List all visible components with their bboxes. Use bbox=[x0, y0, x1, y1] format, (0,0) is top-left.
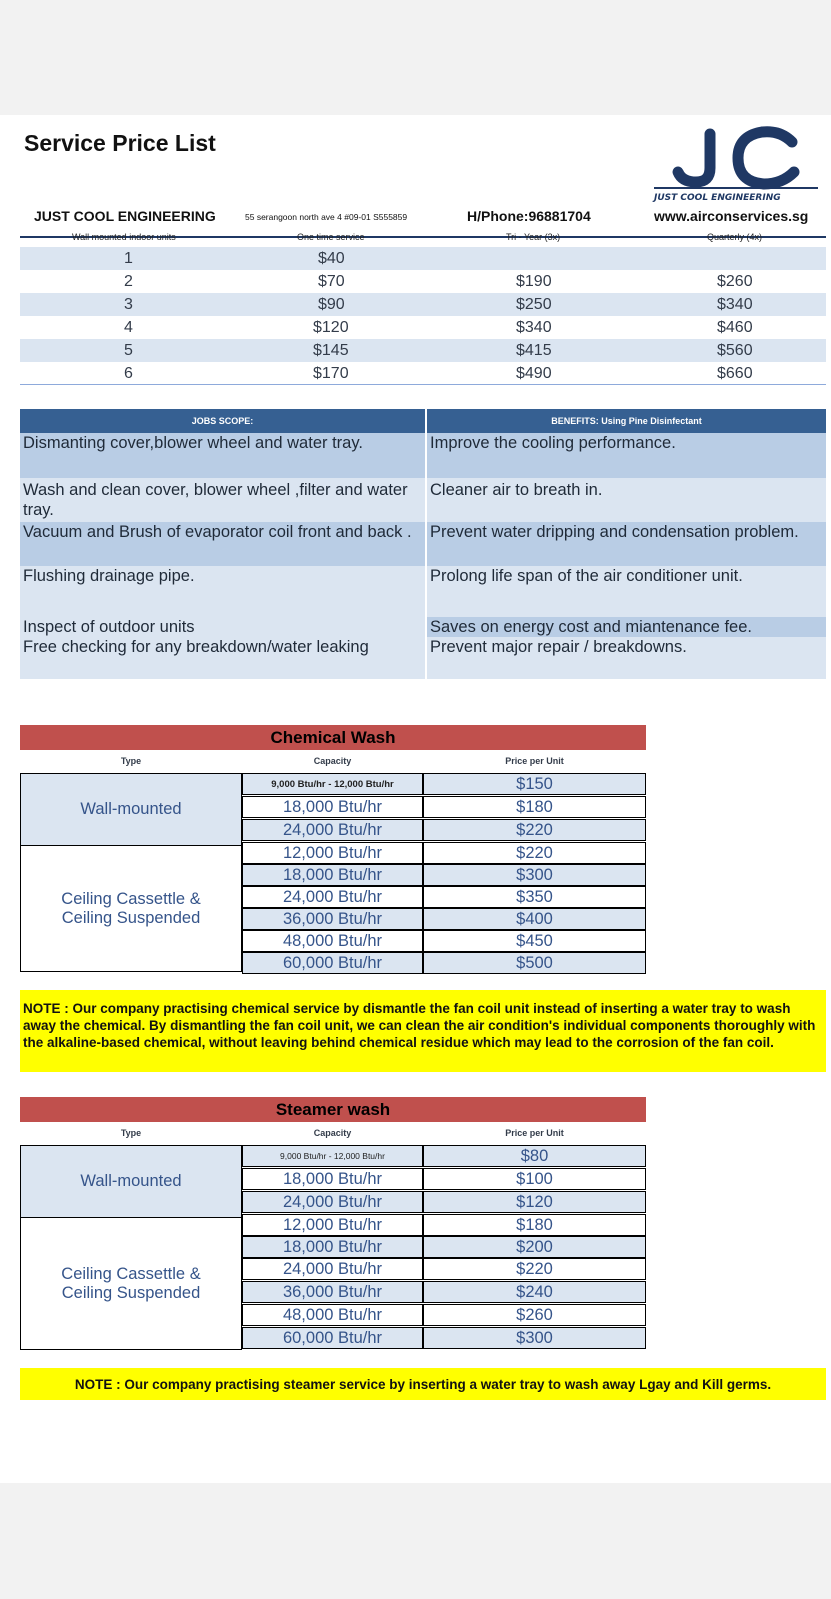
price-cell: $450 bbox=[423, 930, 646, 952]
ceiling-label-line2: Ceiling Suspended bbox=[61, 1283, 201, 1302]
price-list-page bbox=[0, 115, 831, 1483]
units-cell: 2 bbox=[124, 273, 133, 290]
steamer-wash-title: Steamer wash bbox=[20, 1097, 646, 1122]
company-name: JUST COOL ENGINEERING bbox=[34, 208, 216, 224]
quarterly-cell: $340 bbox=[717, 296, 753, 313]
one-time-cell: $145 bbox=[313, 342, 349, 359]
capacity-cell: 48,000 Btu/hr bbox=[242, 1304, 423, 1326]
units-cell: 5 bbox=[124, 342, 133, 359]
job-item: Vacuum and Brush of evaporator coil front and back . bbox=[20, 522, 425, 566]
one-time-cell: $70 bbox=[318, 273, 345, 290]
capacity-cell: 24,000 Btu/hr bbox=[242, 886, 423, 908]
price-cell: $400 bbox=[423, 908, 646, 930]
price-cell: $500 bbox=[423, 952, 646, 974]
table-row bbox=[20, 247, 826, 270]
col-header-tri-year: Tri - Year (3x) bbox=[506, 232, 561, 242]
quarterly-cell: $560 bbox=[717, 342, 753, 359]
benefits-header: BENEFITS: Using Pine Disinfectant bbox=[427, 409, 826, 433]
chemical-col-price: Price per Unit bbox=[505, 756, 564, 766]
capacity-cell: 18,000 Btu/hr bbox=[242, 796, 423, 818]
quarterly-cell: $660 bbox=[717, 365, 753, 382]
units-cell: 1 bbox=[124, 250, 133, 267]
benefit-item: Prevent water dripping and condensation problem. bbox=[427, 522, 826, 566]
capacity-cell: 48,000 Btu/hr bbox=[242, 930, 423, 952]
price-cell: $350 bbox=[423, 886, 646, 908]
capacity-cell: 24,000 Btu/hr bbox=[242, 819, 423, 841]
col-header-units: Wall mounted indoor units bbox=[72, 232, 176, 242]
company-phone: H/Phone:96881704 bbox=[467, 208, 591, 224]
one-time-cell: $40 bbox=[318, 250, 345, 267]
benefit-item: Prolong life span of the air conditioner unit. bbox=[427, 566, 826, 617]
benefit-item: Improve the cooling performance. bbox=[427, 433, 826, 478]
capacity-cell: 60,000 Btu/hr bbox=[242, 952, 423, 974]
chemical-note: NOTE : Our company practising chemical service by dismantle the fan coil unit instead of inserting a water tray to wash away the chemical. By dismantling the fan coil unit, we can clean the air condition's individual components thoroughly with the alkaline-based chemical, without leaving behind chemical residue which may lead to the corrosion of the fan coil. bbox=[20, 990, 826, 1072]
capacity-cell: 18,000 Btu/hr bbox=[242, 1168, 423, 1190]
tri-year-cell: $190 bbox=[516, 273, 552, 290]
quarterly-cell: $460 bbox=[717, 319, 753, 336]
capacity-cell: 12,000 Btu/hr bbox=[242, 842, 423, 864]
company-logo bbox=[652, 122, 820, 202]
chemical-wash-title: Chemical Wash bbox=[20, 725, 646, 750]
ceiling-label-line1: Ceiling Cassettle & bbox=[61, 1264, 201, 1283]
jobs-scope-header: JOBS SCOPE: bbox=[20, 409, 425, 433]
table-row bbox=[20, 362, 826, 385]
one-time-cell: $170 bbox=[313, 365, 349, 382]
ceiling-label-line2: Ceiling Suspended bbox=[61, 908, 201, 927]
price-cell: $220 bbox=[423, 819, 646, 841]
col-header-one-time: One time service bbox=[297, 232, 365, 242]
price-cell: $200 bbox=[423, 1236, 646, 1258]
logo-tagline: JUST COOL ENGINEERING bbox=[654, 193, 781, 202]
capacity-cell: 24,000 Btu/hr bbox=[242, 1191, 423, 1213]
job-item: Dismanting cover,blower wheel and water tray. bbox=[20, 433, 425, 478]
job-item: Free checking for any breakdown/water leaking bbox=[20, 637, 425, 679]
capacity-cell: 60,000 Btu/hr bbox=[242, 1327, 423, 1349]
capacity-cell: 24,000 Btu/hr bbox=[242, 1258, 423, 1280]
chemical-type-ceiling bbox=[20, 845, 242, 972]
tri-year-cell: $490 bbox=[516, 365, 552, 382]
tri-year-cell: $415 bbox=[516, 342, 552, 359]
benefit-item: Cleaner air to breath in. bbox=[427, 478, 826, 522]
capacity-cell: 18,000 Btu/hr bbox=[242, 864, 423, 886]
job-item: Wash and clean cover, blower wheel ,filter and water tray. bbox=[20, 478, 425, 522]
steamer-col-type: Type bbox=[120, 1128, 142, 1138]
price-cell: $180 bbox=[423, 1214, 646, 1236]
capacity-cell: 9,000 Btu/hr - 12,000 Btu/hr bbox=[242, 773, 423, 795]
chemical-col-type: Type bbox=[120, 756, 142, 766]
chemical-type-wall: Wall-mounted bbox=[20, 773, 242, 846]
one-time-cell: $120 bbox=[313, 319, 349, 336]
price-cell: $240 bbox=[423, 1281, 646, 1303]
steamer-col-price: Price per Unit bbox=[505, 1128, 564, 1138]
tri-year-cell: $340 bbox=[516, 319, 552, 336]
benefit-item: Saves on energy cost and miantenance fee. bbox=[427, 617, 826, 637]
col-header-quarterly: Quarterly (4x) bbox=[707, 232, 763, 242]
price-cell: $100 bbox=[423, 1168, 646, 1190]
price-cell: $150 bbox=[423, 773, 646, 795]
company-website[interactable]: www.airconservices.sg bbox=[654, 208, 809, 224]
price-cell: $300 bbox=[423, 864, 646, 886]
price-cell: $300 bbox=[423, 1327, 646, 1349]
quarterly-cell: $260 bbox=[717, 273, 753, 290]
steamer-type-wall: Wall-mounted bbox=[20, 1145, 242, 1218]
steamer-note: NOTE : Our company practising steamer service by inserting a water tray to wash away Lgay and Kill germs. bbox=[20, 1368, 826, 1400]
tri-year-cell: $250 bbox=[516, 296, 552, 313]
steamer-type-ceiling bbox=[20, 1217, 242, 1350]
price-cell: $180 bbox=[423, 796, 646, 818]
steamer-col-capacity: Capacity bbox=[313, 1128, 352, 1138]
price-cell: $120 bbox=[423, 1191, 646, 1213]
price-cell: $220 bbox=[423, 1258, 646, 1280]
capacity-cell: 9,000 Btu/hr - 12,000 Btu/hr bbox=[242, 1145, 423, 1167]
job-item: Inspect of outdoor units bbox=[20, 617, 425, 637]
units-cell: 4 bbox=[124, 319, 133, 336]
capacity-cell: 12,000 Btu/hr bbox=[242, 1214, 423, 1236]
price-cell: $260 bbox=[423, 1304, 646, 1326]
units-cell: 6 bbox=[124, 365, 133, 382]
table-row bbox=[20, 316, 826, 339]
page-title: Service Price List bbox=[24, 130, 216, 156]
table-row bbox=[20, 293, 826, 316]
capacity-cell: 36,000 Btu/hr bbox=[242, 1281, 423, 1303]
chemical-col-capacity: Capacity bbox=[313, 756, 352, 766]
table-row bbox=[20, 339, 826, 362]
job-item: Flushing drainage pipe. bbox=[20, 566, 425, 617]
price-cell: $220 bbox=[423, 842, 646, 864]
one-time-cell: $90 bbox=[318, 296, 345, 313]
company-address: 55 serangoon north ave 4 #09-01 S555859 bbox=[245, 212, 408, 222]
capacity-cell: 18,000 Btu/hr bbox=[242, 1236, 423, 1258]
units-cell: 3 bbox=[124, 296, 133, 313]
capacity-cell: 36,000 Btu/hr bbox=[242, 908, 423, 930]
benefit-item: Prevent major repair / breakdowns. bbox=[427, 637, 826, 679]
ceiling-label-line1: Ceiling Cassettle & bbox=[61, 889, 201, 908]
table-row bbox=[20, 270, 826, 293]
price-cell: $80 bbox=[423, 1145, 646, 1167]
